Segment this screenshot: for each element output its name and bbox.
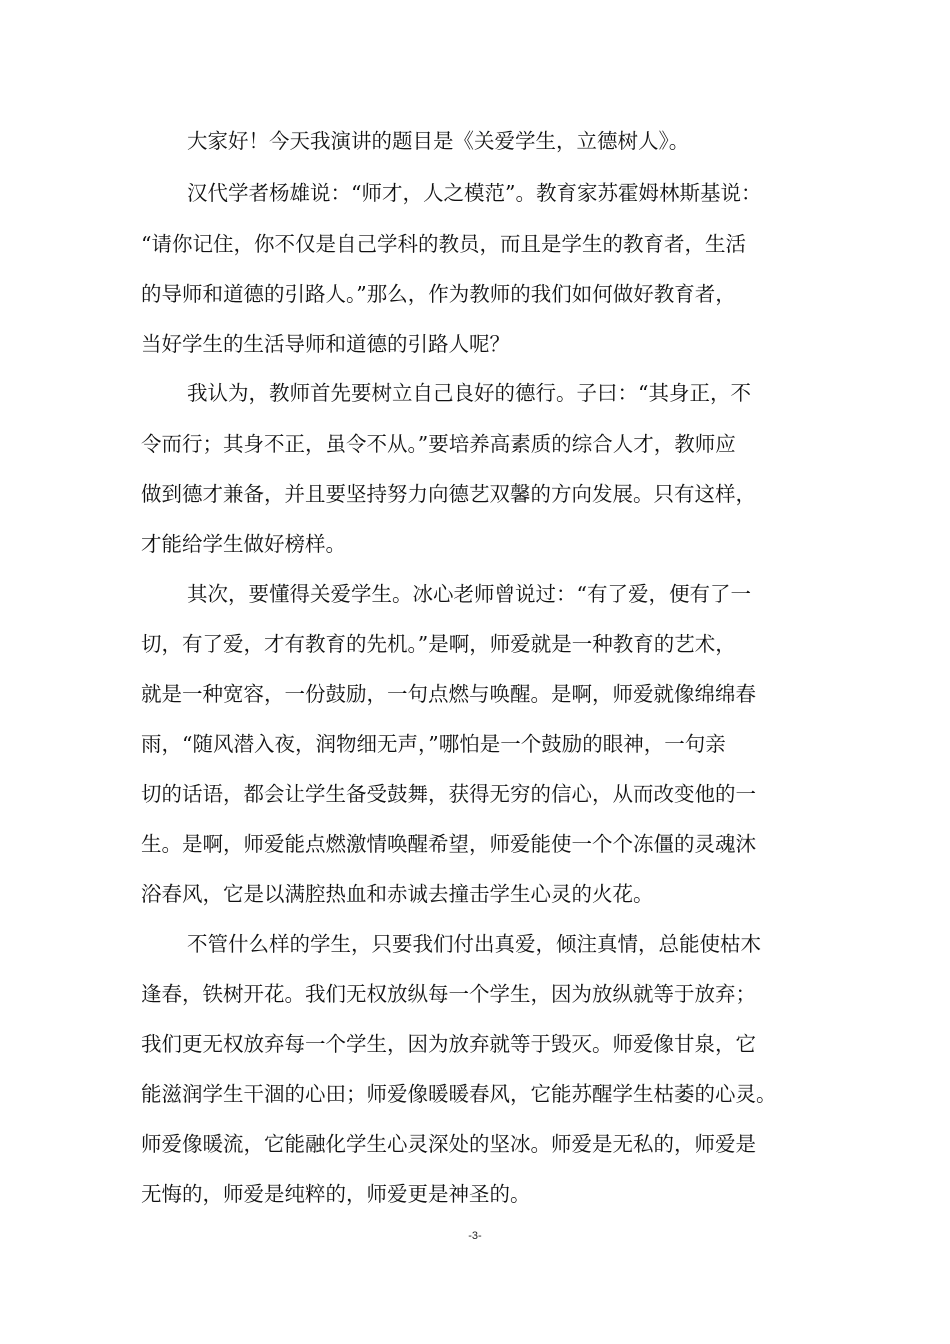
text-line: 就是一种宽容，一份鼓励，一句点燃与唤醒。是啊，师爱就像绵绵春 bbox=[141, 682, 756, 706]
text-line: 师爱像暖流，它能融化学生心灵深处的坚冰。师爱是无私的，师爱是 bbox=[141, 1132, 756, 1156]
text-line: “请你记住，你不仅是自己学科的教员，而且是学生的教育者，生活 bbox=[141, 232, 746, 256]
text-line: 逢春，铁树开花。我们无权放纵每一个学生，因为放纵就等于放弃； bbox=[141, 982, 756, 1006]
text-line: 做到德才兼备，并且要坚持努力向德艺双馨的方向发展。只有这样， bbox=[141, 482, 756, 506]
text-line: 才能给学生做好榜样。 bbox=[141, 532, 346, 556]
text-line: 生。是啊，师爱能点燃激情唤醒希望，师爱能使一个个冻僵的灵魂沐 bbox=[141, 832, 756, 856]
text-line: 无悔的，师爱是纯粹的，师爱更是神圣的。 bbox=[141, 1182, 531, 1206]
text-line: 切，有了爱，才有教育的先机。”是啊，师爱就是一种教育的艺术， bbox=[141, 632, 736, 656]
text-line: 切的话语，都会让学生备受鼓舞，获得无穷的信心，从而改变他的一 bbox=[141, 782, 756, 806]
text-line: 汉代学者杨雄说：“师才，人之模范”。教育家苏霍姆林斯基说： bbox=[187, 181, 762, 205]
text-line: 能滋润学生干涸的心田；师爱像暖暖春风，它能苏醒学生枯萎的心灵。 bbox=[141, 1082, 777, 1106]
text-line: 当好学生的生活导师和道德的引路人呢？ bbox=[141, 332, 510, 356]
text-line: 不管什么样的学生，只要我们付出真爱，倾注真情，总能使枯木 bbox=[187, 932, 761, 956]
page-number: -3- bbox=[468, 1230, 482, 1242]
text-line: 的导师和道德的引路人。”那么，作为教师的我们如何做好教育者， bbox=[141, 282, 736, 306]
text-line: 雨，“随风潜入夜，润物细无声，”哪怕是一个鼓励的眼神，一句亲 bbox=[141, 732, 726, 756]
text-line: 大家好！今天我演讲的题目是《关爱学生，立德树人》。 bbox=[187, 129, 690, 153]
text-line: 其次，要懂得关爱学生。冰心老师曾说过：“有了爱，便有了一 bbox=[187, 582, 751, 606]
text-line: 我认为，教师首先要树立自己良好的德行。子曰：“其身正，不 bbox=[187, 381, 751, 405]
text-line: 我们更无权放弃每一个学生，因为放弃就等于毁灭。师爱像甘泉，它 bbox=[141, 1032, 756, 1056]
text-line: 令而行；其身不正，虽令不从。”要培养高素质的综合人才，教师应 bbox=[141, 432, 736, 456]
text-line: 浴春风，它是以满腔热血和赤诚去撞击学生心灵的火花。 bbox=[141, 882, 654, 906]
